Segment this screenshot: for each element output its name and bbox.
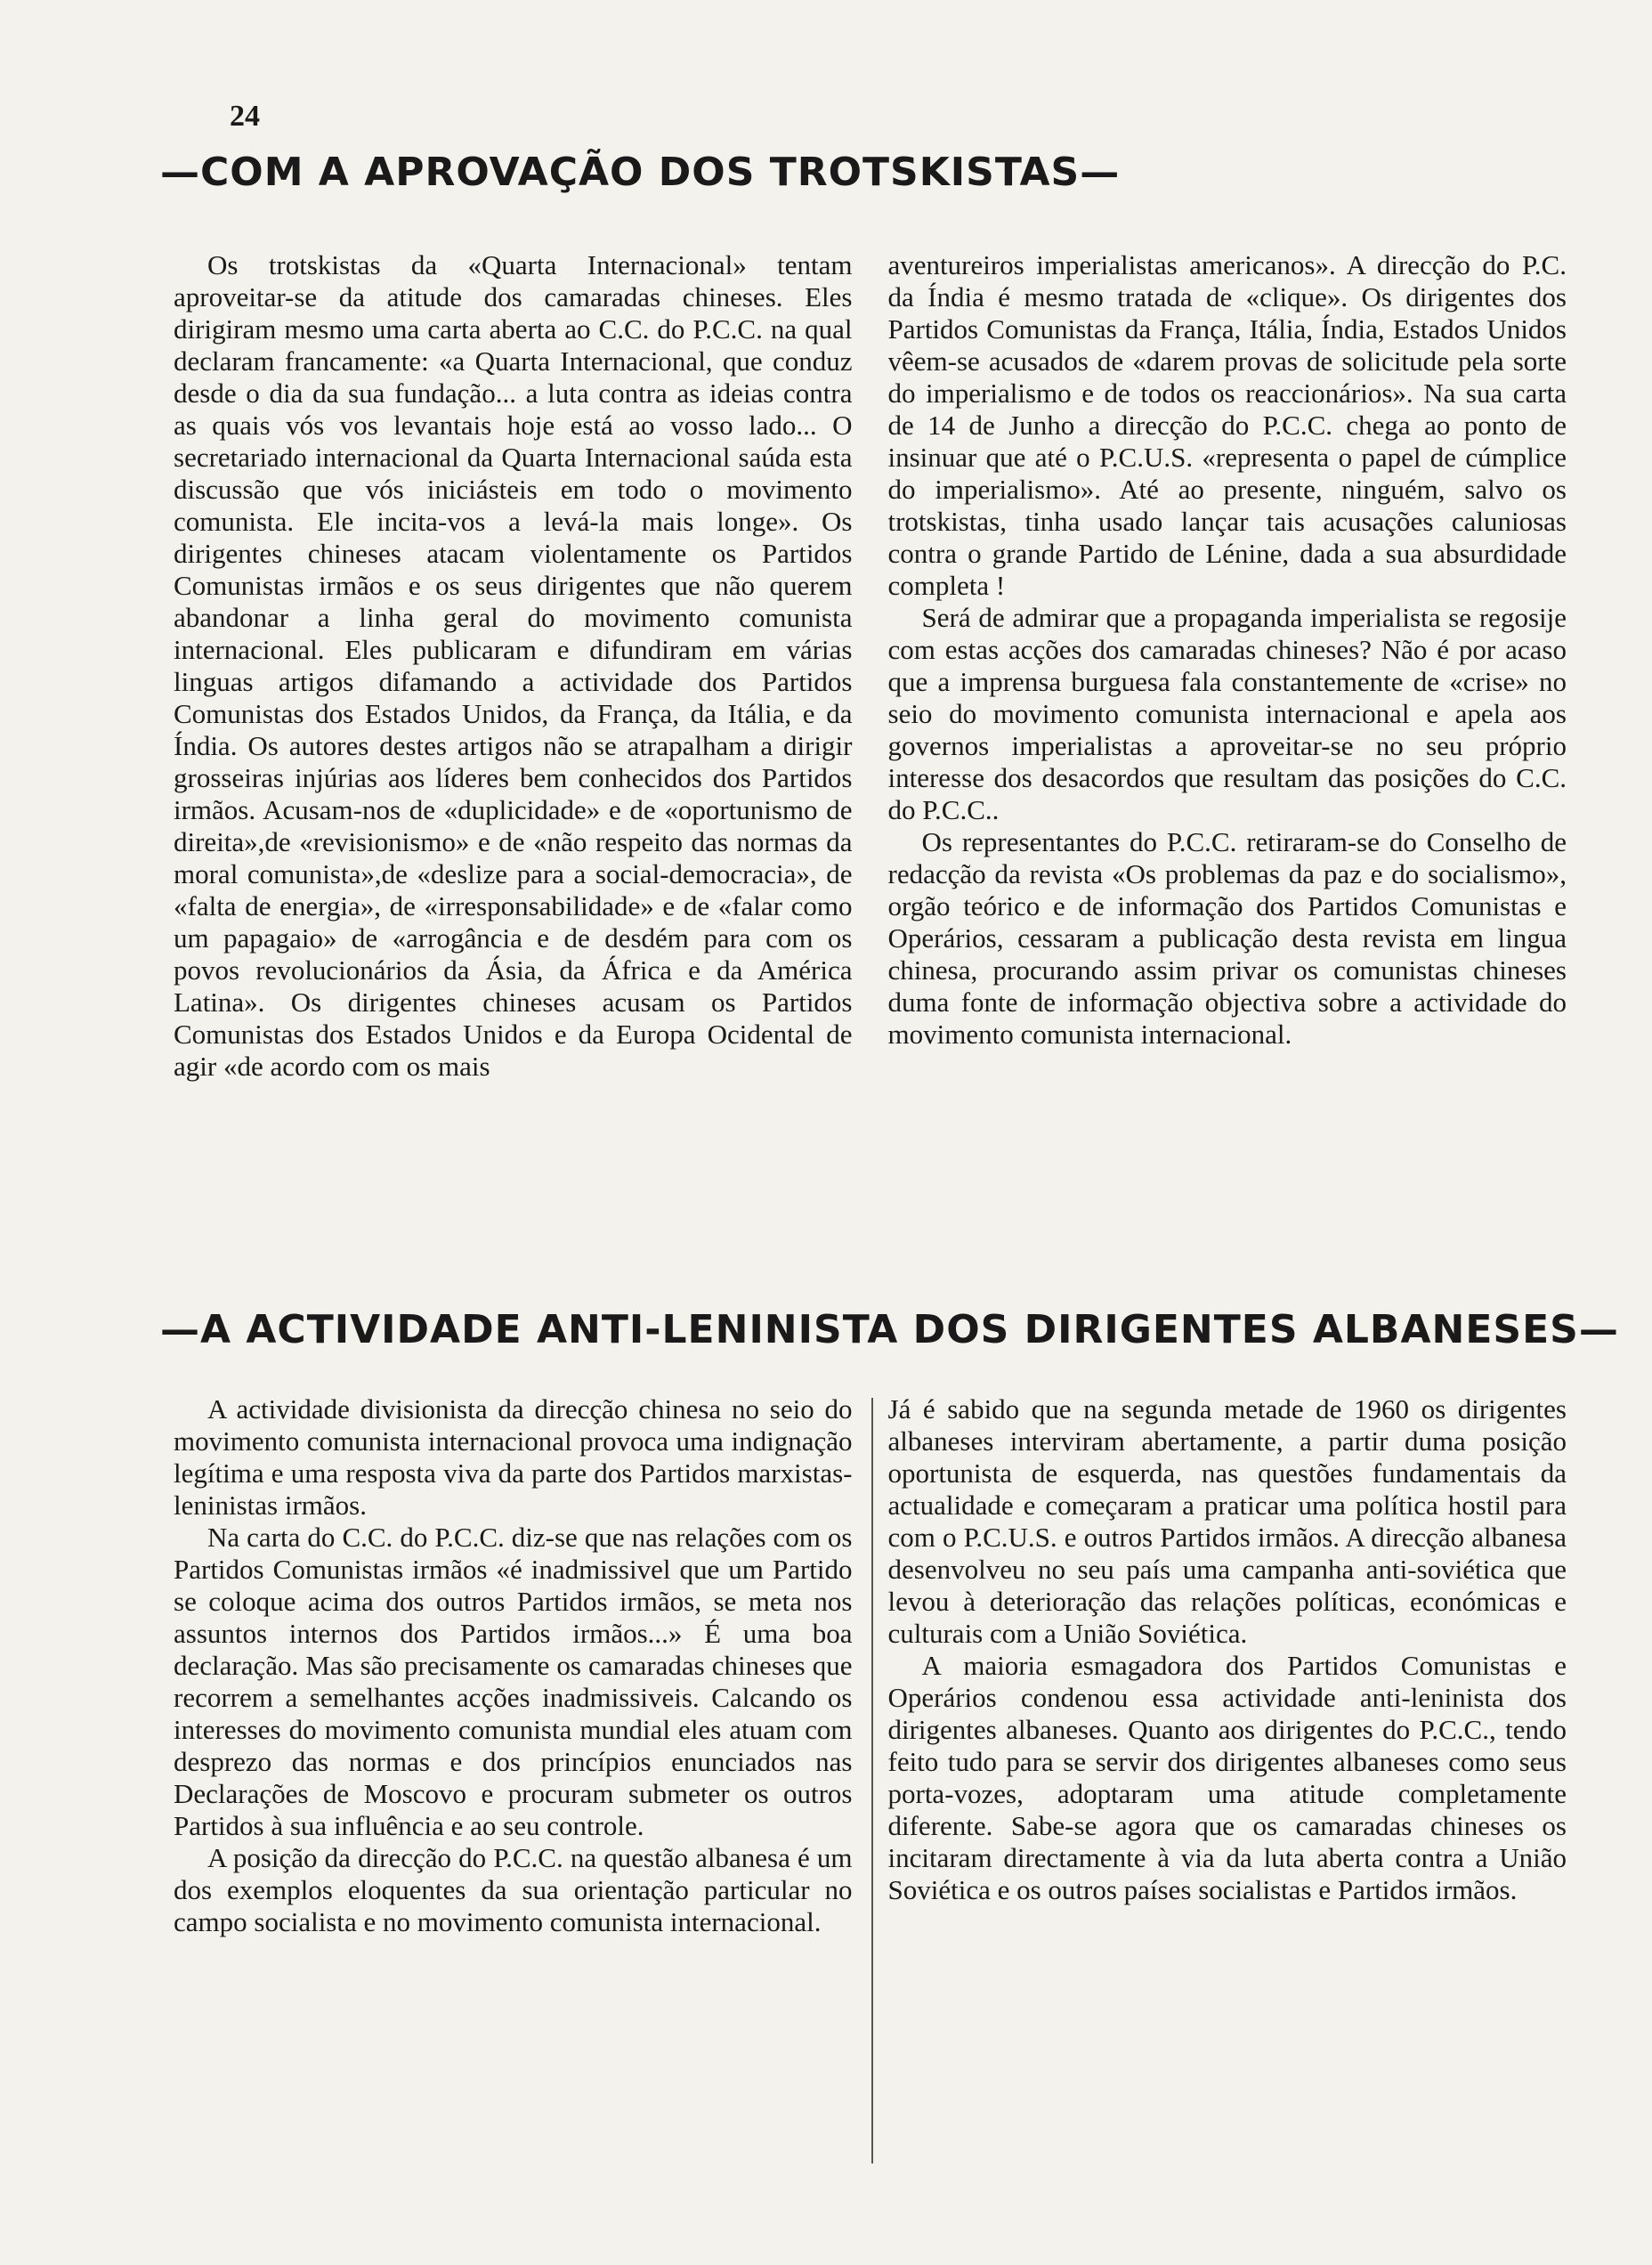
- section-title-trotskyists: —COM A APROVAÇÃO DOS TROTSKISTAS—: [160, 150, 1121, 195]
- left-column: [174, 249, 853, 1282]
- paragraph: Na carta do C.C. do P.C.C. diz-se que nas relações com os Partidos Comunistas irmãos «é inadmissivel que um Partido se coloque acima dos outros Partidos irmãos, se meta nos assuntos internos dos Partidos irmãos...» É uma boa declaração. Mas são precisamente os camaradas chineses que recorrem a semelhantes acções inadmissiveis. Calcando os interesses do movimento comunista mundial eles atuam com desprezo das normas e dos princípios enunciados nas Declarações de Moscovo e procuram submeter os outros Partidos à sua influência e ao seu controle.: [174, 1522, 853, 1841]
- paragraph: Os representantes do P.C.C. retiraram-se do Conselho de redacção da revista «Os problemas da paz e do socialismo», orgão teórico e de informação dos Partidos Comunistas e Operários, cessaram a publicação desta revista em lingua chinesa, procurando assim privar os comunistas chineses duma fonte de informação objectiva sobre a actividade do movimento comunista internacional.: [887, 826, 1567, 1050]
- right-column: [888, 1393, 1567, 2195]
- paragraph: aventureiros imperialistas americanos». A direcção do P.C. da Índia é mesmo tratada de «clique». Os dirigentes dos Partidos Comunistas da França, Itália, Índia, Estados Unidos vêem-se acusados de «darem provas de solicitude pela sorte do imperialismo e de todos os reaccionários». Na sua carta de 14 de Junho a direcção do P.C.C. chega ao ponto de insinuar que até o P.C.U.S. «representa o papel de cúmplice do imperialismo». Até ao presente, ninguém, salvo os trotskistas, tinha usado lançar tais acusações caluniosas contra o grande Partido de Lénine, dada a sua absurdidade completa !: [887, 249, 1567, 601]
- paragraph: A actividade divisionista da direcção chinesa no seio do movimento comunista internacional provoca uma indignação legítima e uma resposta viva da parte dos Partidos marxistas-leninistas irmãos.: [174, 1393, 853, 1521]
- right-column: [888, 249, 1567, 1282]
- paragraph: A posição da direcção do P.C.C. na questão albanesa é um dos exemplos eloquentes da sua orientação particular no campo socialista e no movimento comunista internacional.: [174, 1842, 853, 1937]
- page-number: 24: [230, 100, 260, 133]
- paragraph: A maioria esmagadora dos Partidos Comunistas e Operários condenou essa actividade anti-leninista dos dirigentes albaneses. Quanto aos dirigentes do P.C.C., tendo feito tudo para se servir dos dirigentes albaneses como seus porta-vozes, adoptaram uma atitude completamente diferente. Sabe-se agora que os camaradas chineses os incitaram directamente à via da luta aberta contra a União Soviética e os outros países socialistas e Partidos irmãos.: [887, 1650, 1567, 1905]
- paragraph: Será de admirar que a propaganda imperialista se regosije com estas acções dos camaradas chineses? Não é por acaso que a imprensa burguesa fala constantemente de «crise» no seio do movimento comunista internacional e apela aos governos imperialistas a aproveitar-se no seu próprio interesse dos desacordos que resultam das posições do C.C. do P.C.C..: [887, 602, 1567, 825]
- section-trotskyists-body: [174, 249, 1567, 1282]
- paragraph: Os trotskistas da «Quarta Internacional» tentam aproveitar-se da atitude dos camaradas chineses. Eles dirigiram mesmo uma carta aberta ao C.C. do P.C.C. na qual declaram francamente: «a Quarta Internacional, que conduz desde o dia da sua fundação... a luta contra as ideias contra as quais vós vos levantais hoje está ao vosso lado... O secretariado internacional da Quarta Internacional saúda esta discussão que vós iniciásteis em todo o movimento comunista. Ele incita-vos a levá-la mais longe». Os dirigentes chineses atacam violentamente os Partidos Comunistas irmãos e os seus dirigentes que não querem abandonar a linha geral do movimento comunista internacional. Eles publicaram e difundiram em várias linguas artigos difamando a actividade dos Partidos Comunistas dos Estados Unidos, da França, da Itália, e da Índia. Os autores destes artigos não se atrapalham a dirigir grosseiras injúrias aos líderes bem conhecidos dos Partidos irmãos. Acusam-nos de «duplicidade» e de «oportunismo de direita»,de «revisionismo» e de «não respeito das normas da moral comunista»,de «deslize para a social-democracia», de «falta de energia», de «irresponsabilidade» e de «falar como um papagaio» de «arrogância e de desdém para com os povos revolucionários da Ásia, da África e da América Latina». Os dirigentes chineses acusam os Partidos Comunistas dos Estados Unidos e da Europa Ocidental de agir «de acordo com os mais: [174, 249, 853, 1082]
- section-albanian-leaders-body: [174, 1393, 1567, 2195]
- column-divider: [871, 1398, 873, 2164]
- section-title-albanian-leaders: —A ACTIVIDADE ANTI-LENINISTA DOS DIRIGENTES ALBANESES—: [160, 1307, 1619, 1352]
- left-column: [174, 1393, 853, 2195]
- paragraph: Já é sabido que na segunda metade de 1960 os dirigentes albaneses interviram abertamente, a partir duma posição oportunista de esquerda, nas questões fundamentais da actualidade e começaram a praticar uma política hostil para com o P.C.U.S. e outros Partidos irmãos. A direcção albanesa desenvolveu no seu país uma campanha anti-soviética que levou à deterioração das relações políticas, económicas e culturais com a União Soviética.: [887, 1393, 1567, 1649]
